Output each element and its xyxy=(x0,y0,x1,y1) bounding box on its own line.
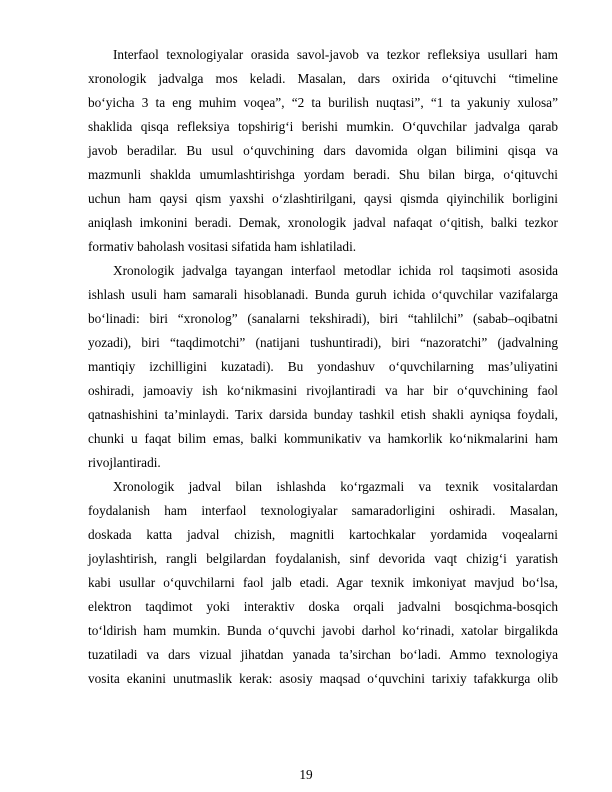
text-line: Interfaol texnologiyalar orasida savol-javob va tezkor refleksiya usullari ham xyxy=(113,47,558,62)
text-line: elektron taqdimot yoki interaktiv doska orqali jadvalni bosqichma-bosqich xyxy=(88,599,558,614)
text-line: shaklida qisqa refleksiya topshirig‘i berishi mumkin. O‘quvchilar jadvalga qarab xyxy=(88,119,558,134)
text-line: foydalanish ham interfaol texnologiyalar samaradorligini oshiradi. Masalan, xyxy=(88,503,558,518)
text-line: tuzatiladi va dars vizual jihatdan yanada ta’sirchan bo‘ladi. Ammo texnologiya xyxy=(88,647,558,662)
text-line: ishlash usuli ham samarali hisoblanadi. Bunda guruh ichida o‘quvchilar vazifalarga xyxy=(88,287,558,302)
text-line: aniqlash imkonini beradi. Demak, xronologik jadval nafaqat o‘qitish, balki tezkor xyxy=(88,215,558,230)
text-line: formativ baholash vositasi sifatida ham ishlatiladi. xyxy=(88,239,357,254)
text-line: javob beradilar. Bu usul o‘quvchining dars davomida olgan bilimini qisqa va xyxy=(88,143,558,158)
text-line: kabi usullar o‘quvchilarni faol jalb etadi. Agar texnik imkoniyat mavjud bo‘lsa, xyxy=(88,575,558,590)
text-line: to‘ldirish ham mumkin. Bunda o‘quvchi javobi darhol ko‘rinadi, xatolar birgalikda xyxy=(88,623,558,638)
text-line: mantiqiy izchilligini kuzatadi). Bu yondashuv o‘quvchilarning mas’uliyatini xyxy=(88,359,558,374)
text-line: uchun ham qaysi qism yaxshi o‘zlashtirilgani, qaysi qismda qiyinchilik borligini xyxy=(88,191,558,206)
paragraph xyxy=(88,475,558,691)
text-line: joylashtirish, rangli belgilardan foydalanish, sinf devorida vaqt chizig‘i yaratish xyxy=(88,551,558,566)
text-line: vosita ekanini unutmaslik kerak: asosiy maqsad o‘quvchini tarixiy tafakkurga olib xyxy=(88,671,558,686)
text-line: chunki u faqat bilim emas, balki kommunikativ va hamkorlik ko‘nikmalarini ham xyxy=(88,431,558,446)
paragraph xyxy=(88,43,558,259)
text-line: doskada katta jadval chizish, magnitli kartochkalar yordamida voqealarni xyxy=(88,527,558,542)
text-line: yozadi), biri “taqdimotchi” (natijani tushuntiradi), biri “nazoratchi” (jadvalning xyxy=(88,335,558,350)
document-body xyxy=(88,43,558,691)
text-line: qatnashishini ta’minlaydi. Tarix darsida bunday tashkil etish shakli ayniqsa foydali, xyxy=(88,407,558,422)
text-line: Xronologik jadvalga tayangan interfaol metodlar ichida rol taqsimoti asosida xyxy=(113,263,558,278)
page-number: 19 xyxy=(299,767,313,782)
text-line: oshiradi, jamoaviy ish ko‘nikmasini rivojlantiradi va har bir o‘quvchining faol xyxy=(88,383,558,398)
paragraph xyxy=(88,259,558,475)
text-line: rivojlantiradi. xyxy=(88,455,161,470)
text-line: Xronologik jadval bilan ishlashda ko‘rgazmali va texnik vositalardan xyxy=(113,479,558,494)
text-line: bo‘linadi: biri “xronolog” (sanalarni tekshiradi), biri “tahlilchi” (sabab–oqibatni xyxy=(88,311,558,326)
text-line: xronologik jadvalga mos keladi. Masalan, dars oxirida o‘qituvchi “timeline xyxy=(88,71,558,86)
text-line: mazmunli shaklda umumlashtirishga yordam beradi. Shu bilan birga, o‘qituvchi xyxy=(88,167,558,182)
text-line: bo‘yicha 3 ta eng muhim voqea”, “2 ta burilish nuqtasi”, “1 ta yakuniy xulosa” xyxy=(88,95,558,110)
